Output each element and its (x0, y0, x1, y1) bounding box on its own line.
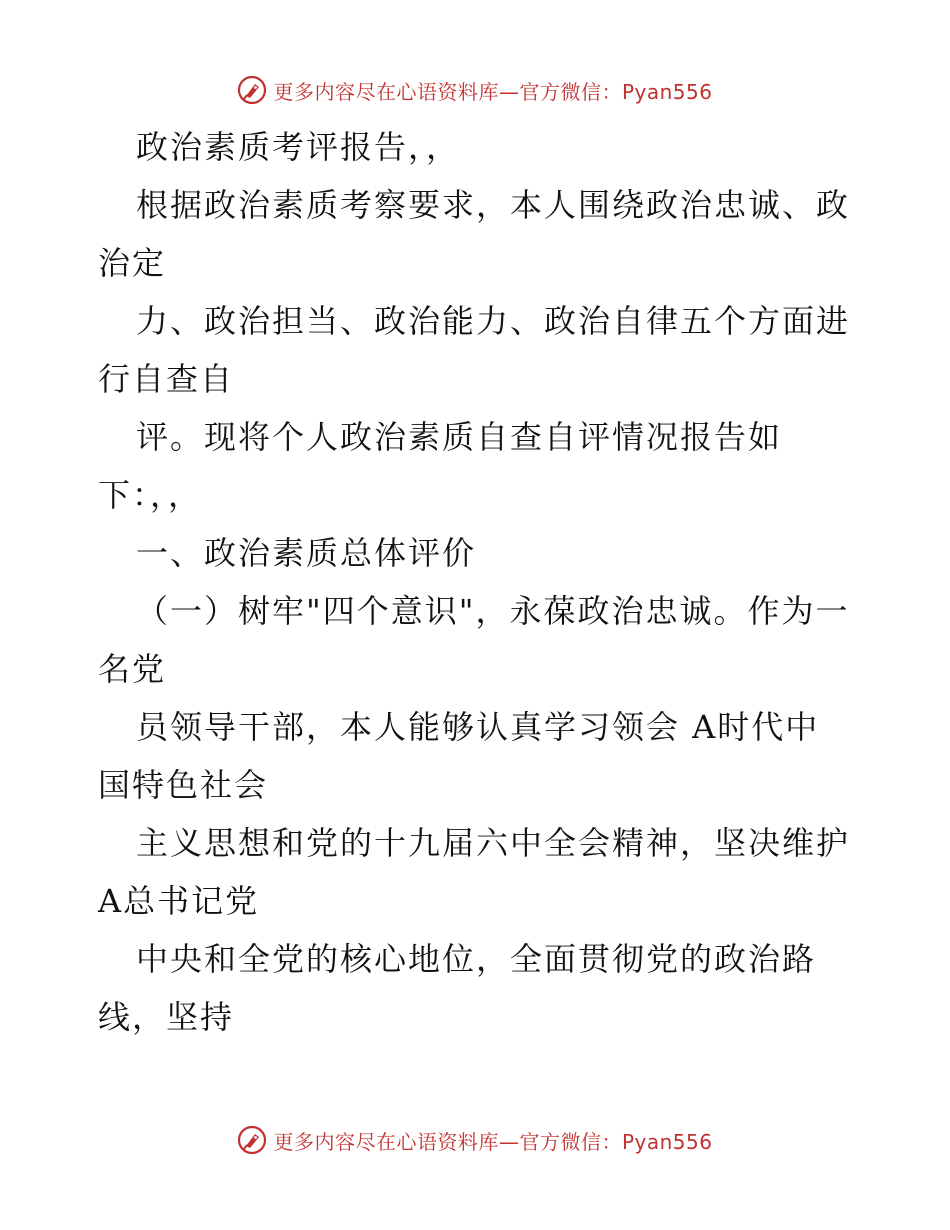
paragraph-line: 国特色社会 (98, 766, 269, 804)
footer-banner-text: 更多内容尽在心语资料库—官方微信：Pyan556 (273, 1129, 713, 1154)
paragraph-line: 员领导干部，本人能够认真学习领会 A时代中 (136, 708, 820, 746)
footer-banner (0, 1120, 950, 1160)
paragraph-line: 名党 (98, 650, 167, 688)
section-heading: 一、政治素质总体评价 (136, 534, 477, 572)
paragraph-line: 治定 (98, 244, 167, 282)
pen-nib-icon (237, 75, 267, 105)
paragraph-line: 根据政治素质考察要求，本人围绕政治忠诚、政 (136, 186, 851, 224)
paragraph-line: 评。现将个人政治素质自查自评情况报告如 (136, 418, 783, 456)
header-banner-text: 更多内容尽在心语资料库—官方微信：Pyan556 (273, 79, 713, 104)
paragraph-line: （一）树牢"四个意识"，永葆政治忠诚。作为一 (136, 592, 850, 630)
paragraph-line: 力、政治担当、政治能力、政治自律五个方面进 (136, 302, 851, 340)
paragraph-line: 下：，， (98, 476, 203, 514)
paragraph-line: 线，坚持 (98, 998, 235, 1036)
doc-title-line: 政治素质考评报告，， (136, 128, 461, 166)
paragraph-line: 主义思想和党的十九届六中全会精神，坚决维护 (136, 824, 851, 862)
header-banner (0, 70, 950, 110)
pen-nib-icon (237, 1125, 267, 1155)
document-body (98, 118, 868, 1046)
paragraph-line: 行自查自 (98, 360, 235, 398)
paragraph-line: 中央和全党的核心地位，全面贯彻党的政治路 (136, 940, 817, 978)
paragraph-line: A总书记党 (98, 882, 260, 920)
